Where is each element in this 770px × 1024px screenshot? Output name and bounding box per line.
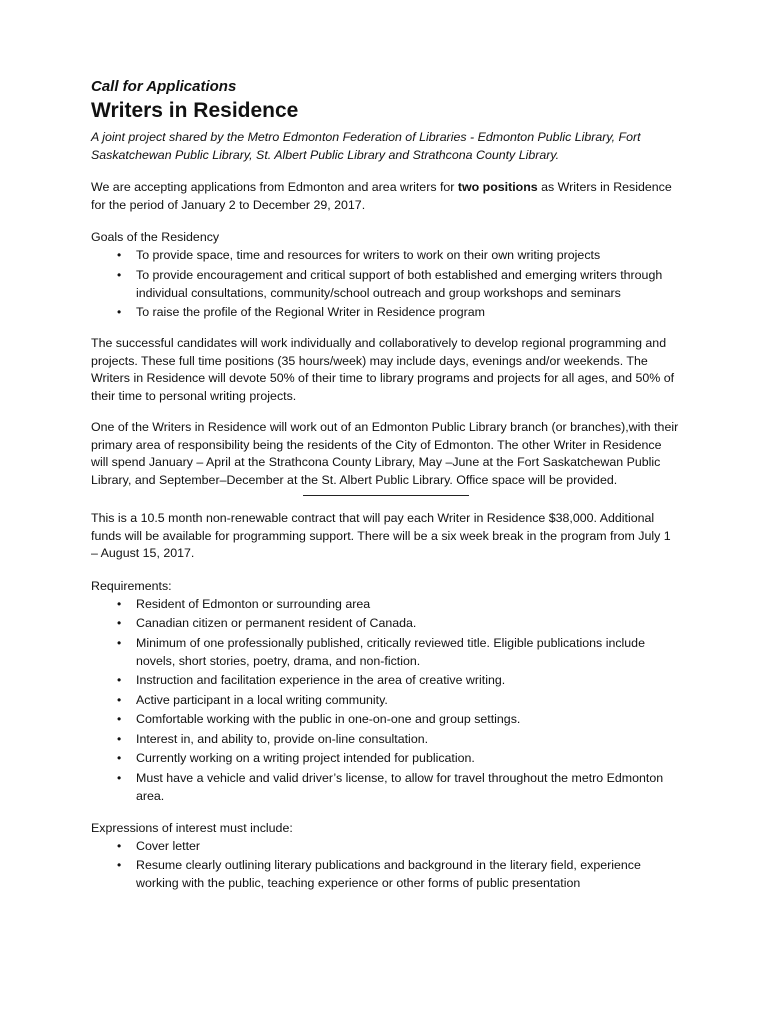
intro-paragraph bbox=[91, 179, 680, 214]
list-item: • Minimum of one professionally published, critically reviewed title. Eligible publications include novels, short stories, poetry, drama, and non-fiction. bbox=[136, 634, 680, 670]
list-item: • Resident of Edmonton or surrounding area bbox=[136, 595, 680, 613]
list-item: • Canadian citizen or permanent resident of Canada. bbox=[136, 614, 680, 632]
list-item: • Cover letter bbox=[136, 837, 680, 855]
divider-rule bbox=[303, 495, 469, 496]
list-item: • To raise the profile of the Regional Writer in Residence program bbox=[136, 303, 680, 321]
intro-text-before: We are accepting applications from Edmonton and area writers for bbox=[91, 180, 458, 194]
list-item: • Active participant in a local writing community. bbox=[136, 691, 680, 709]
intro-bold-positions: two positions bbox=[457, 180, 538, 194]
list-item: • Currently working on a writing project intended for publication. bbox=[136, 749, 680, 767]
work-paragraph: The successful candidates will work individually and collaboratively to develop regional programming and projects. These full time positions (35 hours/week) may include days, evenings and/or weekends. The Writers in Residence will devote 50% of their time to library programs and projects for all ages, and 50% of their time to personal writing projects. bbox=[91, 336, 675, 403]
list-item: • Interest in, and ability to, provide on-line consultation. bbox=[136, 730, 680, 748]
list-item: • Instruction and facilitation experience in the area of creative writing. bbox=[136, 671, 680, 689]
page-title: Writers in Residence bbox=[91, 99, 299, 122]
list-item: • To provide space, time and resources for writers to work on their own writing projects bbox=[136, 246, 680, 264]
requirements-heading: Requirements: bbox=[91, 578, 172, 593]
requirements-section bbox=[91, 577, 680, 805]
list-item: • Must have a vehicle and valid driver’s license, to allow for travel throughout the metro Edmonton area. bbox=[136, 769, 680, 805]
list-item: • Comfortable working with the public in one-on-one and group settings. bbox=[136, 710, 680, 728]
intro-text-after: as Writers in Residence for the period of January 2 to December 29, 2017. bbox=[91, 180, 672, 212]
project-description: A joint project shared by the Metro Edmonton Federation of Libraries - Edmonton Public Library, Fort Saskatchewan Public Library, St. Albert Public Library and Strathcona County Library. bbox=[91, 130, 641, 162]
expressions-heading: Expressions of interest must include: bbox=[91, 820, 293, 835]
expressions-list bbox=[91, 837, 680, 893]
list-item: • Resume clearly outlining literary publications and background in the literary field, experience working with the public, teaching experience or other forms of public presentation bbox=[136, 856, 680, 892]
requirements-list bbox=[91, 595, 680, 805]
contract-paragraph: This is a 10.5 month non-renewable contract that will pay each Writer in Residence $38,000. Additional funds will be available for programming support. There will be a six week break in the program from July 1 – August 15, 2017. bbox=[91, 511, 671, 560]
goals-list bbox=[91, 246, 680, 321]
goals-heading: Goals of the Residency bbox=[91, 230, 220, 244]
call-for-applications-heading: Call for Applications bbox=[91, 78, 237, 95]
locations-paragraph: One of the Writers in Residence will work out of an Edmonton Public Library branch (or branches),with their primary area of responsibility being the residents of the City of Edmonton. The other Writer in Residence will spend January – April at the Strathcona County Library, May –June at the Fort Saskatchewan Public Library, and September–December at the St. Albert Public Library. Office space will be provided. bbox=[91, 420, 679, 487]
expressions-section bbox=[91, 819, 680, 893]
list-item: • To provide encouragement and critical support of both established and emerging writers through individual consultations, community/school outreach and group workshops and seminars bbox=[136, 266, 680, 302]
goals-section bbox=[91, 228, 680, 321]
